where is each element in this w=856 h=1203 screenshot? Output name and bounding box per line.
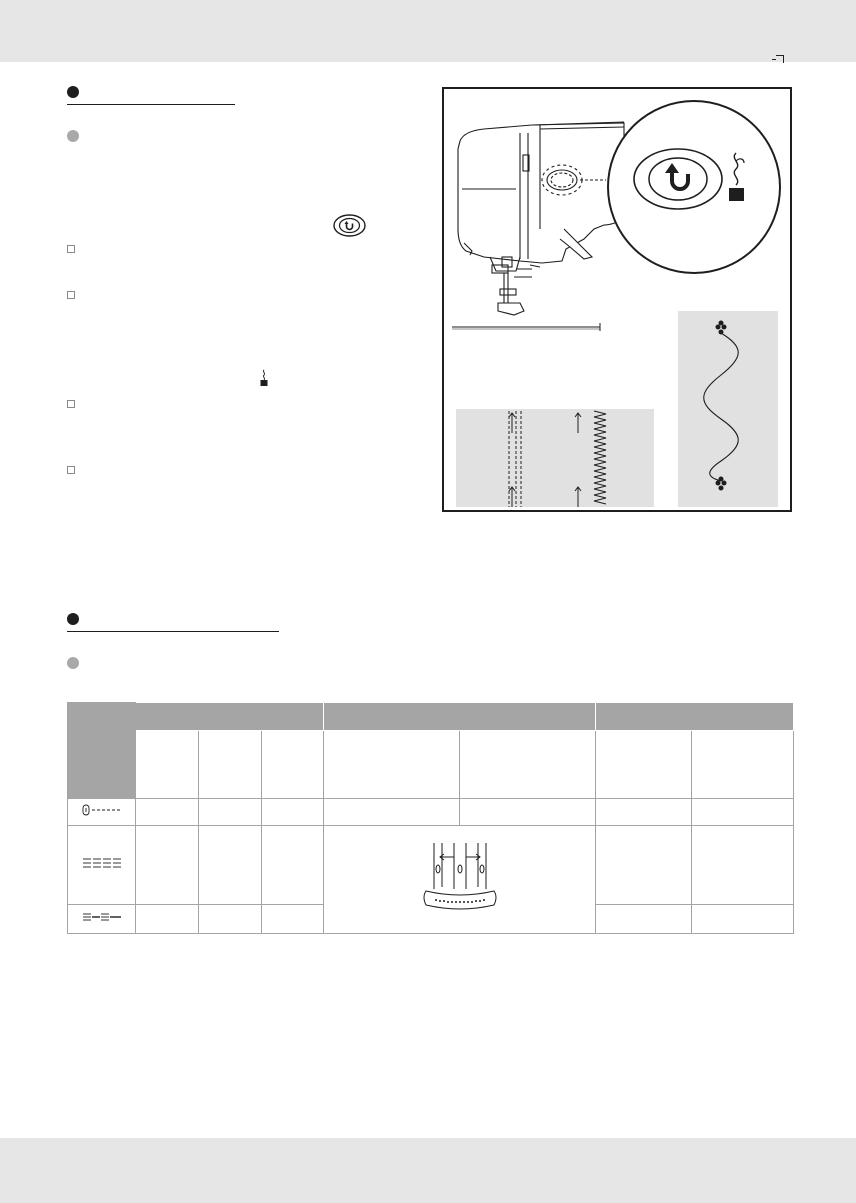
table-cell (262, 799, 324, 826)
table-header-group-1 (136, 703, 324, 731)
fabric-line (452, 323, 600, 331)
tie-off-inline-icon (259, 369, 269, 387)
table-header-group-2 (324, 703, 596, 731)
table-cell (692, 905, 794, 934)
table-cell (199, 905, 262, 934)
reverse-button-inline-icon (333, 214, 366, 237)
table-cell (324, 799, 460, 826)
reverse-stitch-figure (442, 87, 792, 512)
section-bullet-reverse (67, 86, 79, 98)
bartack-stitch-icon (82, 911, 122, 923)
table-row (68, 826, 794, 905)
table-subheader-cell (199, 731, 262, 799)
section-heading-rule-reverse (67, 104, 235, 105)
buttonhole-foot-icon (412, 837, 508, 917)
satin-stitch-icon (82, 857, 122, 869)
table-cell (692, 799, 794, 826)
table-cell (596, 799, 692, 826)
table-cell (262, 826, 324, 905)
stitch-settings-table (67, 702, 794, 934)
row-icon-cell (68, 905, 136, 934)
table-cell (460, 799, 596, 826)
wave-stitch-sample-panel (678, 311, 778, 507)
table-cell (262, 905, 324, 934)
section-heading-rule-table (67, 631, 279, 632)
subsection-bullet-table (67, 657, 79, 669)
step-checkbox-3 (67, 400, 75, 408)
step-checkbox-4 (67, 466, 75, 474)
table-cell (596, 826, 692, 905)
row-icon-cell (68, 799, 136, 826)
table-row (68, 799, 794, 826)
sewing-machine-illustration (458, 122, 624, 315)
table-subheader-row (68, 731, 794, 799)
buttonhole-stitch-icon (82, 804, 122, 816)
table-cell (596, 905, 692, 934)
table-cell (136, 826, 199, 905)
subsection-bullet-reverse (67, 130, 79, 142)
table-subheader-cell (136, 731, 199, 799)
magnified-reverse-button (608, 101, 780, 273)
row-icon-cell (68, 826, 136, 905)
section-bullet-table (67, 613, 79, 625)
reverse-stitch-sample-panel (456, 409, 654, 507)
table-header-corner (68, 703, 136, 799)
step-checkbox-2 (67, 291, 75, 299)
bottom-band (0, 1138, 856, 1203)
table-cell (136, 799, 199, 826)
table-cell (199, 799, 262, 826)
step-checkbox-1 (67, 245, 75, 253)
table-subheader-cell (596, 731, 692, 799)
table-subheader-cell (324, 731, 460, 799)
table-subheader-cell (692, 731, 794, 799)
top-band (0, 0, 856, 62)
table-cell (136, 905, 199, 934)
table-subheader-cell (460, 731, 596, 799)
table-cell (199, 826, 262, 905)
table-header-group-3 (596, 703, 794, 731)
table-cell (692, 826, 794, 905)
crop-mark (776, 55, 784, 63)
table-header-row (68, 703, 794, 731)
table-subheader-cell (262, 731, 324, 799)
buttonhole-foot-cell (324, 826, 596, 934)
